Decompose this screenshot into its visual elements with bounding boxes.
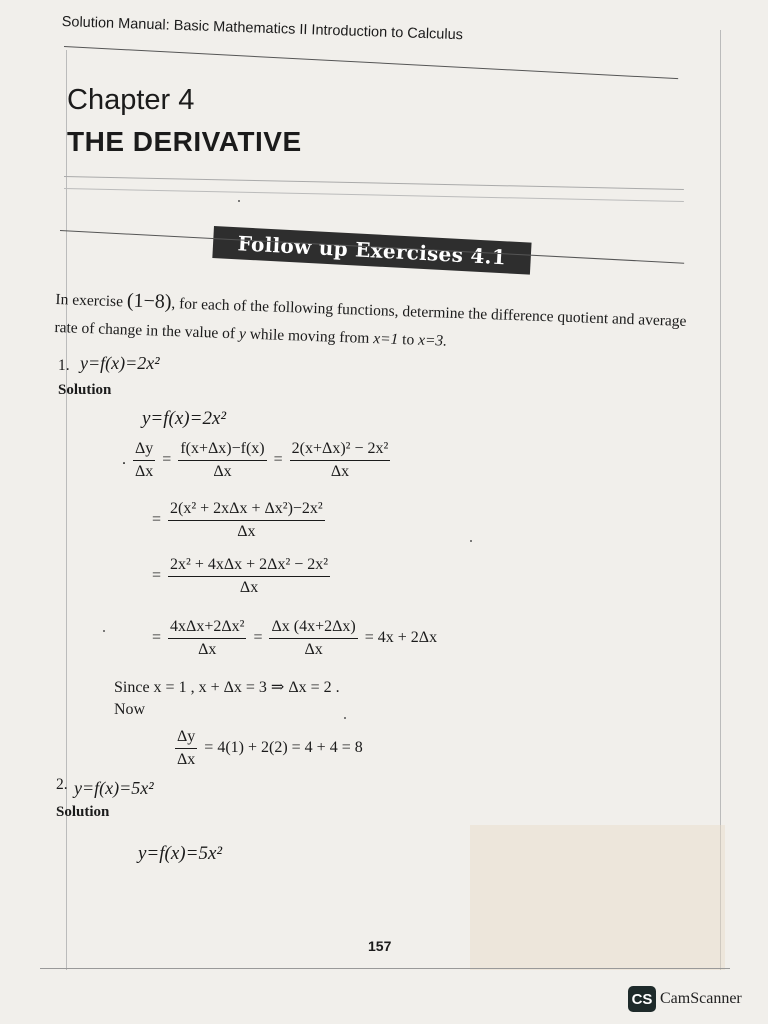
ex1-simplify-step: = $\frac{\text{2x² + 4xΔx + 2Δx² − 2x²}}{\Delta x}$	[152, 556, 329, 596]
exercise-1-solution-label: Solution	[58, 382, 112, 398]
ex1-now-label: Now	[114, 701, 146, 718]
exercise-2-solution-label: Solution	[56, 804, 110, 820]
page-number: 157	[368, 938, 392, 954]
faint-rule-1	[64, 176, 684, 190]
ex1-difference-quotient: . $\frac{\Delta y}{\Delta x}$ = $\frac{f(x+\Delta x)-f(x)}{\Delta x}$ = $\frac{\text{2(x+Δx)² − 2x²}}{\Delta x}$	[122, 440, 389, 480]
camscanner-logo-icon: CS	[628, 986, 656, 1012]
dq-substitution-fraction: $\frac{\text{2(x+Δx)² − 2x²}}{\Delta x}$	[291, 440, 389, 480]
paper-stain	[470, 825, 725, 970]
ex1-expand-step: = $\frac{\text{2(x² + 2xΔx + Δx²)−2x²}}{\Delta x}$	[152, 500, 323, 540]
speck	[344, 717, 346, 719]
exercise-1-function: y=f(x)=2x²	[80, 353, 160, 373]
ex1-final-evaluation: $\frac{\Delta y}{\Delta x}$ = 4(1) + 2(2) = 4 + 4 = 8	[177, 728, 363, 768]
ex1-since-line: Since x = 1 , x + Δx = 3 ⇒ Δx = 2 .	[114, 679, 340, 696]
speck	[238, 200, 240, 202]
section-banner-text: Follow up Exercises 4.1	[237, 231, 507, 270]
ex2-line-1: y=f(x)=5x²	[138, 843, 223, 864]
ex1-factor-step: = $\frac{\text{4xΔx+2Δx²}}{\Delta x}$ = $\frac{\Delta x (4x+2\Delta x)}{\Delta x}$ = 4x + 2Δx	[152, 618, 438, 658]
section-banner	[212, 226, 531, 275]
faint-rule-2	[64, 188, 684, 202]
exercise-2-number: 2.	[56, 776, 68, 793]
dq-fraction: $\frac{\Delta y}{\Delta x}$	[135, 440, 154, 480]
exercise-instructions: In exercise (1−8), for each of the following functions, determine the difference quotient and average rate of change in the value of y while moving from x=1 to x=3.	[54, 289, 687, 350]
camscanner-brand-text: CamScanner	[660, 990, 742, 1007]
chapter-label: Chapter 4	[67, 84, 195, 116]
exercise-1-number: 1.	[58, 357, 70, 374]
ex1-line-1: y=f(x)=2x²	[142, 408, 227, 429]
exercise-2-function: y=f(x)=5x²	[74, 778, 154, 798]
speck	[103, 630, 105, 632]
dq-definition-fraction: $\frac{f(x+\Delta x)-f(x)}{\Delta x}$	[180, 440, 265, 480]
speck	[470, 540, 472, 542]
camscanner-watermark	[628, 986, 742, 1012]
running-header: Solution Manual: Basic Mathematics II Introduction to Calculus	[61, 14, 464, 44]
header-rule	[64, 46, 678, 79]
chapter-title: THE DERIVATIVE	[67, 126, 302, 157]
bottom-edge	[40, 968, 730, 969]
